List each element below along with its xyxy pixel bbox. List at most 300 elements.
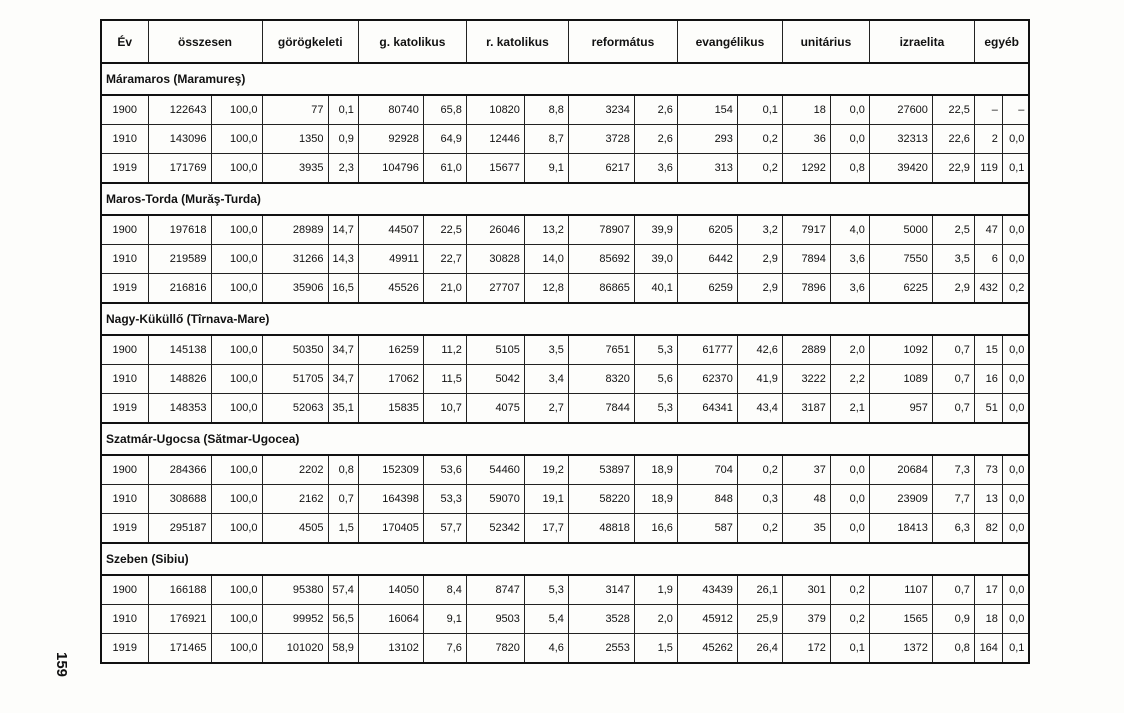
table-cell: 100,0 xyxy=(211,335,262,365)
table-cell: 26046 xyxy=(466,215,524,245)
table-cell: 0,9 xyxy=(328,125,358,154)
table-cell: 5,3 xyxy=(524,575,568,605)
table-cell: 65,8 xyxy=(423,95,466,125)
table-cell: 2,6 xyxy=(634,125,677,154)
table-cell: 22,9 xyxy=(932,154,974,184)
table-cell: 22,5 xyxy=(423,215,466,245)
table-cell: 0,0 xyxy=(1002,245,1029,274)
table-cell: 0,0 xyxy=(1002,514,1029,544)
table-cell: 64,9 xyxy=(423,125,466,154)
table-cell: 176921 xyxy=(148,605,211,634)
table-row xyxy=(101,455,1029,485)
table-row xyxy=(101,154,1029,184)
region-row xyxy=(101,183,1029,215)
table-cell: 5105 xyxy=(466,335,524,365)
table-cell: 2,2 xyxy=(830,365,869,394)
table-cell: 0,9 xyxy=(932,605,974,634)
table-cell: 7651 xyxy=(568,335,634,365)
table-cell: 0,2 xyxy=(737,455,782,485)
table-cell: 5,4 xyxy=(524,605,568,634)
table-cell: 3,6 xyxy=(830,245,869,274)
table-cell: 3,6 xyxy=(634,154,677,184)
table-cell: 15835 xyxy=(358,394,423,424)
year-cell: 1910 xyxy=(101,245,148,274)
table-cell: 1292 xyxy=(782,154,830,184)
table-cell: 145138 xyxy=(148,335,211,365)
table-cell: 64341 xyxy=(677,394,737,424)
table-cell: 101020 xyxy=(262,634,328,664)
table-cell: 16259 xyxy=(358,335,423,365)
table-cell: 0,1 xyxy=(830,634,869,664)
table-cell: 26,1 xyxy=(737,575,782,605)
table-cell: 52063 xyxy=(262,394,328,424)
table-cell: 31266 xyxy=(262,245,328,274)
table-row xyxy=(101,365,1029,394)
year-cell: 1900 xyxy=(101,215,148,245)
table-cell: 14,0 xyxy=(524,245,568,274)
table-cell: 3234 xyxy=(568,95,634,125)
table-cell: 957 xyxy=(869,394,932,424)
table-cell: 5,6 xyxy=(634,365,677,394)
table-cell: 100,0 xyxy=(211,455,262,485)
table-cell: 7917 xyxy=(782,215,830,245)
table-cell: 2,0 xyxy=(830,335,869,365)
table-cell: 2,1 xyxy=(830,394,869,424)
table-cell: 56,5 xyxy=(328,605,358,634)
table-row xyxy=(101,95,1029,125)
header-ev: Év xyxy=(101,20,148,63)
table-cell: 0,7 xyxy=(932,365,974,394)
header-egyeb: egyéb xyxy=(974,20,1029,63)
table-row xyxy=(101,335,1029,365)
table-cell: 51 xyxy=(974,394,1002,424)
table-cell: 4,6 xyxy=(524,634,568,664)
table-cell: 848 xyxy=(677,485,737,514)
table-cell: 61,0 xyxy=(423,154,466,184)
table-cell: 100,0 xyxy=(211,245,262,274)
table-cell: 13 xyxy=(974,485,1002,514)
table-cell: 45526 xyxy=(358,274,423,304)
table-cell: 7820 xyxy=(466,634,524,664)
table-cell: 7550 xyxy=(869,245,932,274)
table-cell: 22,6 xyxy=(932,125,974,154)
table-cell: 154 xyxy=(677,95,737,125)
table-cell: 3,4 xyxy=(524,365,568,394)
table-cell: 166188 xyxy=(148,575,211,605)
table-cell: 9,1 xyxy=(423,605,466,634)
table-cell: 3,2 xyxy=(737,215,782,245)
table-cell: 7,7 xyxy=(932,485,974,514)
table-cell: 62370 xyxy=(677,365,737,394)
table-cell: 26,4 xyxy=(737,634,782,664)
table-cell: 308688 xyxy=(148,485,211,514)
table-cell: 704 xyxy=(677,455,737,485)
table-cell: 34,7 xyxy=(328,335,358,365)
table-row xyxy=(101,575,1029,605)
table-cell: 0,7 xyxy=(328,485,358,514)
table-cell: 15 xyxy=(974,335,1002,365)
table-cell: 0,0 xyxy=(1002,575,1029,605)
table-cell: 0,0 xyxy=(1002,125,1029,154)
table-cell: 80740 xyxy=(358,95,423,125)
table-row xyxy=(101,394,1029,424)
table-cell: 0,0 xyxy=(830,95,869,125)
table-cell: 2162 xyxy=(262,485,328,514)
table-cell: 2,5 xyxy=(932,215,974,245)
header-g-katolikus: g. katolikus xyxy=(358,20,466,63)
table-cell: 100,0 xyxy=(211,154,262,184)
table-cell: 57,4 xyxy=(328,575,358,605)
region-row xyxy=(101,303,1029,335)
table-cell: 10,7 xyxy=(423,394,466,424)
table-cell: 3528 xyxy=(568,605,634,634)
table-cell: 53,3 xyxy=(423,485,466,514)
table-cell: 2,9 xyxy=(737,274,782,304)
table-cell: 0,0 xyxy=(1002,485,1029,514)
table-cell: 148353 xyxy=(148,394,211,424)
region-row xyxy=(101,63,1029,95)
header-unitarius: unitárius xyxy=(782,20,869,63)
table-cell: 0,0 xyxy=(830,485,869,514)
table-cell: 16,5 xyxy=(328,274,358,304)
table-cell: 17 xyxy=(974,575,1002,605)
table-cell: 4505 xyxy=(262,514,328,544)
table-cell: 45912 xyxy=(677,605,737,634)
table-cell: 1,9 xyxy=(634,575,677,605)
table-cell: 10820 xyxy=(466,95,524,125)
table-cell: 0,2 xyxy=(737,514,782,544)
table-cell: 197618 xyxy=(148,215,211,245)
table-cell: 0,3 xyxy=(737,485,782,514)
table-cell: 1092 xyxy=(869,335,932,365)
region-title: Nagy-Küküllő (Tîrnava-Mare) xyxy=(101,303,1029,335)
header-osszesen: összesen xyxy=(148,20,262,63)
table-cell: 78907 xyxy=(568,215,634,245)
table-cell: 35,1 xyxy=(328,394,358,424)
table-cell: 164 xyxy=(974,634,1002,664)
table-cell: 43,4 xyxy=(737,394,782,424)
table-cell: 25,9 xyxy=(737,605,782,634)
table-cell: 32313 xyxy=(869,125,932,154)
table-cell: 8747 xyxy=(466,575,524,605)
table-cell: 27600 xyxy=(869,95,932,125)
table-cell: 0,2 xyxy=(737,125,782,154)
table-cell: 3728 xyxy=(568,125,634,154)
region-title: Máramaros (Maramureş) xyxy=(101,63,1029,95)
table-cell: 293 xyxy=(677,125,737,154)
table-cell: 587 xyxy=(677,514,737,544)
table-cell: 2,7 xyxy=(524,394,568,424)
table-cell: 8320 xyxy=(568,365,634,394)
year-cell: 1900 xyxy=(101,575,148,605)
table-cell: 100,0 xyxy=(211,95,262,125)
table-cell: 7896 xyxy=(782,274,830,304)
table-cell: 2,9 xyxy=(737,245,782,274)
table-cell: 92928 xyxy=(358,125,423,154)
table-cell: 0,2 xyxy=(830,575,869,605)
table-cell: 104796 xyxy=(358,154,423,184)
table-cell: 2553 xyxy=(568,634,634,664)
table-cell: 0,0 xyxy=(1002,394,1029,424)
table-cell: 3222 xyxy=(782,365,830,394)
table-cell: 379 xyxy=(782,605,830,634)
table-cell: 6259 xyxy=(677,274,737,304)
table-cell: 122643 xyxy=(148,95,211,125)
year-cell: 1910 xyxy=(101,365,148,394)
table-cell: 8,8 xyxy=(524,95,568,125)
table-cell: 7894 xyxy=(782,245,830,274)
table-cell: 100,0 xyxy=(211,634,262,664)
table-cell: 82 xyxy=(974,514,1002,544)
table-cell: 0,7 xyxy=(932,335,974,365)
year-cell: 1919 xyxy=(101,394,148,424)
region-title: Maros-Torda (Murăş-Turda) xyxy=(101,183,1029,215)
table-cell: 18 xyxy=(974,605,1002,634)
table-cell: 100,0 xyxy=(211,485,262,514)
table-cell: 13,2 xyxy=(524,215,568,245)
table-cell: 42,6 xyxy=(737,335,782,365)
table-cell: 0,2 xyxy=(830,605,869,634)
table-cell: 0,0 xyxy=(1002,215,1029,245)
table-cell: 48818 xyxy=(568,514,634,544)
region-row xyxy=(101,543,1029,575)
table-cell: 0,0 xyxy=(1002,365,1029,394)
table-cell: 85692 xyxy=(568,245,634,274)
table-cell: 295187 xyxy=(148,514,211,544)
table-cell: 0,2 xyxy=(1002,274,1029,304)
header-evangelikus: evangélikus xyxy=(677,20,782,63)
table-cell: 44507 xyxy=(358,215,423,245)
table-cell: 164398 xyxy=(358,485,423,514)
table-cell: 34,7 xyxy=(328,365,358,394)
table-cell: 54460 xyxy=(466,455,524,485)
table-cell: 37 xyxy=(782,455,830,485)
table-cell: 5000 xyxy=(869,215,932,245)
table-cell: 0,8 xyxy=(328,455,358,485)
region-row xyxy=(101,423,1029,455)
table-cell: 18,9 xyxy=(634,485,677,514)
year-cell: 1900 xyxy=(101,335,148,365)
table-cell: 2,0 xyxy=(634,605,677,634)
table-cell: 6442 xyxy=(677,245,737,274)
table-cell: 19,2 xyxy=(524,455,568,485)
table-cell: 171769 xyxy=(148,154,211,184)
table-cell: 119 xyxy=(974,154,1002,184)
table-cell: 0,8 xyxy=(932,634,974,664)
table-cell: 7844 xyxy=(568,394,634,424)
table-cell: 23909 xyxy=(869,485,932,514)
table-cell: 57,7 xyxy=(423,514,466,544)
region-title: Szeben (Sibiu) xyxy=(101,543,1029,575)
table-cell: 17062 xyxy=(358,365,423,394)
table-cell: 1565 xyxy=(869,605,932,634)
table-cell: 2202 xyxy=(262,455,328,485)
table-cell: 45262 xyxy=(677,634,737,664)
table-cell: 100,0 xyxy=(211,394,262,424)
table-cell: 0,2 xyxy=(737,154,782,184)
table-cell: 35906 xyxy=(262,274,328,304)
table-cell: 0,8 xyxy=(830,154,869,184)
table-cell: 6217 xyxy=(568,154,634,184)
table-cell: 1107 xyxy=(869,575,932,605)
table-cell: 53,6 xyxy=(423,455,466,485)
table-cell: 16,6 xyxy=(634,514,677,544)
table-cell: 28989 xyxy=(262,215,328,245)
header-row xyxy=(101,20,1029,63)
table-cell: 100,0 xyxy=(211,215,262,245)
table-cell: 0,7 xyxy=(932,394,974,424)
table-cell: 3147 xyxy=(568,575,634,605)
table-row xyxy=(101,274,1029,304)
table-cell: 77 xyxy=(262,95,328,125)
table-cell: 100,0 xyxy=(211,274,262,304)
table-cell: 14050 xyxy=(358,575,423,605)
region-title: Szatmár-Ugocsa (Sătmar-Ugocea) xyxy=(101,423,1029,455)
table-cell: 100,0 xyxy=(211,125,262,154)
table-cell: 100,0 xyxy=(211,514,262,544)
table-cell: 86865 xyxy=(568,274,634,304)
table-cell: 43439 xyxy=(677,575,737,605)
table-cell: 18413 xyxy=(869,514,932,544)
year-cell: 1910 xyxy=(101,485,148,514)
table-cell: 5042 xyxy=(466,365,524,394)
table-cell: 2,9 xyxy=(932,274,974,304)
table-cell: 216816 xyxy=(148,274,211,304)
table-row xyxy=(101,634,1029,664)
header-reformatus: református xyxy=(568,20,677,63)
year-cell: 1910 xyxy=(101,125,148,154)
table-cell: 12,8 xyxy=(524,274,568,304)
table-cell: 4075 xyxy=(466,394,524,424)
header-gorogkeleti: görögkeleti xyxy=(262,20,358,63)
table-cell: 21,0 xyxy=(423,274,466,304)
table-row xyxy=(101,245,1029,274)
table-cell: 172 xyxy=(782,634,830,664)
table-cell: 50350 xyxy=(262,335,328,365)
table-cell: 170405 xyxy=(358,514,423,544)
table-cell: 301 xyxy=(782,575,830,605)
table-cell: 35 xyxy=(782,514,830,544)
table-cell: 11,2 xyxy=(423,335,466,365)
table-cell: 18,9 xyxy=(634,455,677,485)
header-r-katolikus: r. katolikus xyxy=(466,20,568,63)
table-cell: 1089 xyxy=(869,365,932,394)
table-cell: 1,5 xyxy=(328,514,358,544)
table-row xyxy=(101,514,1029,544)
table-cell: 7,3 xyxy=(932,455,974,485)
table-cell: 30828 xyxy=(466,245,524,274)
table-cell: 16 xyxy=(974,365,1002,394)
table-cell: 284366 xyxy=(148,455,211,485)
year-cell: 1919 xyxy=(101,154,148,184)
table-cell: 15677 xyxy=(466,154,524,184)
table-cell: 39,0 xyxy=(634,245,677,274)
table-cell: 52342 xyxy=(466,514,524,544)
table-cell: 0,0 xyxy=(1002,605,1029,634)
table-cell: 8,7 xyxy=(524,125,568,154)
table-cell: 3187 xyxy=(782,394,830,424)
table-cell: 48 xyxy=(782,485,830,514)
year-cell: 1919 xyxy=(101,274,148,304)
table-cell: 14,7 xyxy=(328,215,358,245)
year-cell: 1910 xyxy=(101,605,148,634)
table-cell: 58220 xyxy=(568,485,634,514)
table-cell: 148826 xyxy=(148,365,211,394)
table-cell: 22,7 xyxy=(423,245,466,274)
table-cell: 1350 xyxy=(262,125,328,154)
table-cell: 53897 xyxy=(568,455,634,485)
table-cell: 22,5 xyxy=(932,95,974,125)
table-cell: 5,3 xyxy=(634,394,677,424)
table-cell: 1,5 xyxy=(634,634,677,664)
table-cell: 51705 xyxy=(262,365,328,394)
table-cell: 0,1 xyxy=(1002,154,1029,184)
table-cell: 18 xyxy=(782,95,830,125)
table-cell: 7,6 xyxy=(423,634,466,664)
table-cell: 59070 xyxy=(466,485,524,514)
table-cell: 313 xyxy=(677,154,737,184)
table-cell: 219589 xyxy=(148,245,211,274)
table-cell: 0,1 xyxy=(737,95,782,125)
table-cell: 143096 xyxy=(148,125,211,154)
table-cell: 39420 xyxy=(869,154,932,184)
table-cell: 8,4 xyxy=(423,575,466,605)
year-cell: 1919 xyxy=(101,514,148,544)
table-cell: 11,5 xyxy=(423,365,466,394)
table-cell: 2,6 xyxy=(634,95,677,125)
table-cell: 0,1 xyxy=(328,95,358,125)
table-cell: 14,3 xyxy=(328,245,358,274)
table-cell: 0,1 xyxy=(1002,634,1029,664)
table-cell: 0,0 xyxy=(1002,455,1029,485)
table-row xyxy=(101,485,1029,514)
table-cell: – xyxy=(1002,95,1029,125)
table-cell: 6225 xyxy=(869,274,932,304)
table-cell: 0,7 xyxy=(932,575,974,605)
table-cell: 5,3 xyxy=(634,335,677,365)
table-cell: 95380 xyxy=(262,575,328,605)
table-cell: 61777 xyxy=(677,335,737,365)
census-table xyxy=(100,19,1030,664)
table-cell: 41,9 xyxy=(737,365,782,394)
year-cell: 1919 xyxy=(101,634,148,664)
table-cell: 100,0 xyxy=(211,605,262,634)
table-cell: 3,6 xyxy=(830,274,869,304)
table-cell: 2889 xyxy=(782,335,830,365)
table-row xyxy=(101,125,1029,154)
table-cell: 6205 xyxy=(677,215,737,245)
table-cell: 47 xyxy=(974,215,1002,245)
year-cell: 1900 xyxy=(101,95,148,125)
table-row xyxy=(101,215,1029,245)
table-cell: 99952 xyxy=(262,605,328,634)
table-cell: 6 xyxy=(974,245,1002,274)
table-cell: – xyxy=(974,95,1002,125)
table-cell: 39,9 xyxy=(634,215,677,245)
table-cell: 6,3 xyxy=(932,514,974,544)
table-cell: 1372 xyxy=(869,634,932,664)
table-cell: 100,0 xyxy=(211,365,262,394)
table-cell: 3,5 xyxy=(524,335,568,365)
table-cell: 17,7 xyxy=(524,514,568,544)
table-cell: 27707 xyxy=(466,274,524,304)
table-cell: 40,1 xyxy=(634,274,677,304)
header-izraelita: izraelita xyxy=(869,20,974,63)
table-cell: 171465 xyxy=(148,634,211,664)
table-cell: 3,5 xyxy=(932,245,974,274)
table-cell: 0,0 xyxy=(1002,335,1029,365)
page-number: 159 xyxy=(53,652,70,678)
